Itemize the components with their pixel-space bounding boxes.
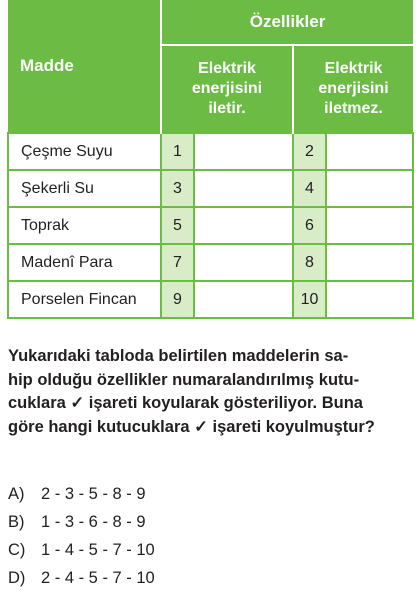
option-letter: C): [8, 541, 26, 559]
substance-name: Şekerli Su: [8, 170, 161, 207]
box-number: 9: [161, 281, 194, 318]
box-number: 7: [161, 244, 194, 281]
question-line: göre hangi kutucuklara ✓ işareti koyulmuştur?: [8, 417, 375, 436]
box-number: 1: [161, 133, 194, 170]
box-number: 8: [293, 244, 326, 281]
option-letter: D): [8, 569, 26, 587]
option-text: 1 - 3 - 6 - 8 - 9: [41, 513, 146, 531]
checkbox-cell: [326, 133, 413, 170]
substance-name: Çeşme Suyu: [8, 133, 161, 170]
table-row: [8, 281, 413, 318]
substance-name: Madenî Para: [8, 244, 161, 281]
column-header-iletmez: [293, 45, 413, 133]
option-letter: B): [8, 513, 25, 531]
properties-table: [7, 0, 414, 319]
header-line: iletmez.: [324, 100, 383, 117]
checkbox-cell: [326, 244, 413, 281]
checkbox-cell: [194, 244, 293, 281]
substance-name: Toprak: [8, 207, 161, 244]
answer-option-d[interactable]: [8, 564, 155, 592]
box-number: 5: [161, 207, 194, 244]
header-line: enerjisini: [191, 80, 263, 97]
checkbox-cell: [194, 133, 293, 170]
table-row: [8, 170, 413, 207]
column-header-ozellikler: Özellikler: [161, 0, 413, 45]
checkbox-cell: [326, 170, 413, 207]
question-text: [8, 345, 412, 439]
box-number: 4: [293, 170, 326, 207]
answer-options: [8, 480, 155, 592]
table-row: [8, 244, 413, 281]
box-number: 6: [293, 207, 326, 244]
checkbox-cell: [194, 207, 293, 244]
table-row: [8, 207, 413, 244]
column-header-madde: Madde: [8, 0, 161, 133]
box-number: 3: [161, 170, 194, 207]
header-line: Elektrik: [198, 60, 256, 77]
answer-option-c[interactable]: [8, 536, 155, 564]
header-line: iletir.: [208, 100, 246, 117]
checkbox-cell: [326, 207, 413, 244]
substance-name: Porselen Fincan: [8, 281, 161, 318]
checkbox-cell: [194, 170, 293, 207]
box-number: 10: [293, 281, 326, 318]
header-line: Elektrik: [324, 60, 383, 77]
option-text: 2 - 4 - 5 - 7 - 10: [41, 569, 155, 587]
option-text: 2 - 3 - 5 - 8 - 9: [41, 485, 146, 503]
checkbox-cell: [194, 281, 293, 318]
table-row: [8, 133, 413, 170]
option-letter: A): [8, 485, 25, 503]
question-line: cuklara ✓ işareti koyularak gösteriliyor. Buna: [8, 394, 363, 412]
answer-option-b[interactable]: [8, 508, 155, 536]
box-number: 2: [293, 133, 326, 170]
question-line: Yukarıdaki tabloda belirtilen maddelerin sa-: [8, 347, 349, 365]
header-line: enerjisini: [318, 80, 389, 97]
answer-option-a[interactable]: [8, 480, 155, 508]
column-header-iletir: [161, 45, 293, 133]
checkbox-cell: [326, 281, 413, 318]
question-line: hip olduğu özellikler numaralandırılmış kutu-: [8, 370, 360, 389]
option-text: 1 - 4 - 5 - 7 - 10: [41, 541, 155, 559]
